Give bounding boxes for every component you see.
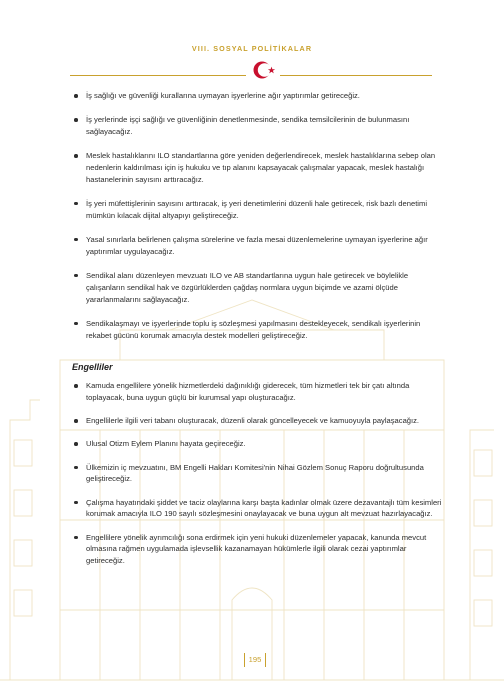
section-header-title: VIII. SOSYAL POLİTİKALAR [191,44,313,53]
crescent-star-icon [251,58,277,82]
list-item: İş sağlığı ve güvenliği kurallarına uymayan işyerlerine ağır yaptırımlar getireceğiz. [72,90,444,102]
section-heading-engelliler: Engelliler [72,362,113,373]
disability-bullet-list [72,380,444,567]
list-item: Sendikal alanı düzenleyen mevzuatı ILO ve AB standartlarına uygun hale getirecek ve böylelikle çalışanların sendikal hak ve özgürlüklerden çağdaş normlara uygun biçimde ve azami ölçüde yararlanmalarını sağlayacağız. [72,270,444,305]
list-item: Ülkemizin iç mevzuatını, BM Engelli Hakları Komitesi'nin Nihai Gözlem Sonuç Raporu doğrultusunda geliştireceğiz. [72,462,444,486]
list-item: Meslek hastalıklarını ILO standartlarına göre yeniden değerlendirecek, meslek hastalıklarına sebep olan nedenlerin kaldırılması için iş hukuku ve tıp alanını kapsayacak çalışmalar yapacak, meslek hastalığı hastanelerinin sayısını arttıracağız. [72,150,444,185]
list-item: İş yeri müfettişlerinin sayısını arttıracak, iş yeri denetimlerini düzenli hale getirecek, risk bazlı denetimi mümkün kılacak dijital altyapıyı geliştireceğiz. [72,198,444,222]
header-divider-left [70,75,246,76]
page-body [72,90,444,578]
header-divider-right [280,75,432,76]
list-item: Engellilere yönelik ayrımcılığı sona erdirmek için yeni hukuki düzenlemeler yapacak, kanunda mevcut olmasına rağmen uygulamada işlevsellik kazanamayan hükümlerle ilgili olarak cezai yaptırımlar getireceğiz. [72,532,444,567]
page-number-bar-left [244,653,245,667]
policy-bullet-list [72,90,444,341]
list-item: Kamuda engellilere yönelik hizmetlerdeki dağınıklığı giderecek, tüm hizmetleri tek bir çatı altında toplayacak, buna uygun güçlü bir kurumsal yapı oluşturacağız. [72,380,444,404]
list-item: Yasal sınırlarla belirlenen çalışma sürelerine ve fazla mesai düzenlemelerine uymayan işyerlerine ağır yaptırımlar uygulayacağız. [72,234,444,258]
list-item: Ulusal Otizm Eylem Planını hayata geçireceğiz. [72,438,444,450]
page-number-bar-right [265,653,266,667]
list-item: Sendikalaşmayı ve işyerlerinde toplu iş sözleşmesi yapılmasını destekleyecek, sendikalı işyerlerinin rekabet gücünü korumak amacıyla destek modelleri geliştireceğiz. [72,318,444,342]
list-item: Engellilerle ilgili veri tabanı oluşturacak, düzenli olarak güncelleyecek ve kamuoyuyla paylaşacağız. [72,415,444,427]
list-item: İş yerlerinde işçi sağlığı ve güvenliğinin denetlenmesinde, sendika temsilcilerinin de bulunmasını sağlayacağız. [72,114,444,138]
list-item: Çalışma hayatındaki şiddet ve taciz olaylarına karşı başta kadınlar olmak üzere dezavantajlı tüm kesimleri korumak amacıyla ILO 190 sayılı sözleşmesini onaylayacak ve buna uygun alt mevzuat hazırlayacağız. [72,497,444,521]
page-number: 195 [248,655,262,664]
